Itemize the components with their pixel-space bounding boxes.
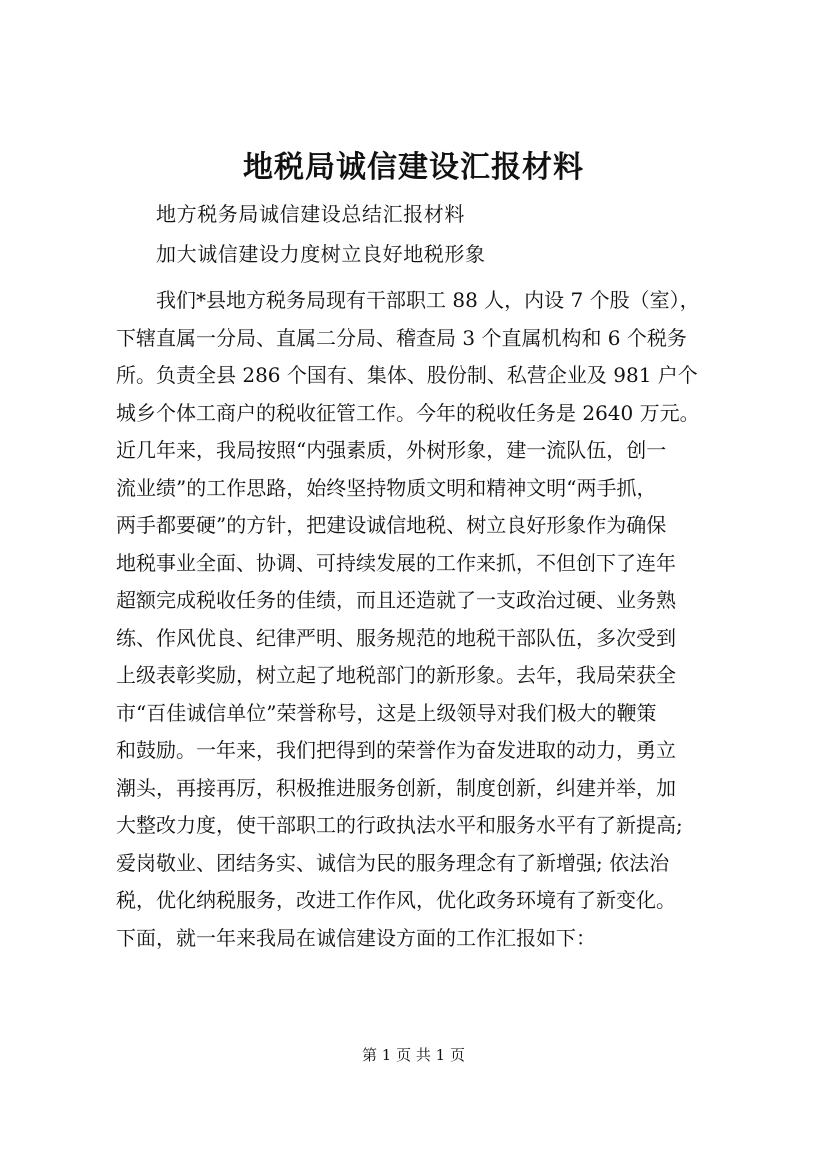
body-line: 两手都要硬”的方针，把建设诚信地税、树立良好形象作为确保 — [116, 513, 667, 537]
body-line: 流业绩”的工作思路，始终坚持物质文明和精神文明“两手抓， — [116, 475, 657, 500]
body-paragraph — [116, 282, 716, 957]
body-line: 城乡个体工商户的税收征管工作。今年的税收任务是 2640 万元。 — [116, 400, 700, 425]
body-line: 我们*县地方税务局现有干部职工 88 人，内设 7 个股（室）， — [156, 288, 700, 312]
body-line: 市“百佳诚信单位”荣誉称号，这是上级领导对我们极大的鞭策 — [116, 700, 657, 725]
document-title: 地税局诚信建设汇报材料 — [243, 150, 584, 185]
body-line: 超额完成税收任务的佳绩，而且还造就了一支政治过硬、业务熟 — [116, 588, 676, 612]
body-line: 下辖直属一分局、直属二分局、稽查局 3 个直属机构和 6 个税务 — [116, 325, 687, 350]
document-subtitle-1: 地方税务局诚信建设总结汇报材料 — [156, 202, 465, 226]
body-line: 上级表彰奖励，树立起了地税部门的新形象。去年，我局荣获全 — [116, 663, 676, 687]
body-line: 下面，就一年来我局在诚信建设方面的工作汇报如下： — [116, 925, 596, 950]
body-line: 所。负责全县 286 个国有、集体、股份制、私营企业及 981 户个 — [116, 363, 698, 387]
body-line: 税，优化纳税服务，改进工作作风，优化政务环境有了新变化。 — [116, 888, 676, 912]
body-line: 地税事业全面、协调、可持续发展的工作来抓，不但创下了连年 — [116, 550, 676, 575]
document-subtitle-2: 加大诚信建设力度树立良好地税形象 — [156, 242, 486, 266]
body-line: 近几年来，我局按照“内强素质，外树形象，建一流队伍，创一 — [116, 438, 667, 462]
body-line: 潮头，再接再厉，积极推进服务创新，制度创新，纠建并举，加 — [116, 775, 676, 800]
body-line: 练、作风优良、纪律严明、服务规范的地税干部队伍，多次受到 — [116, 625, 676, 650]
body-line: 爱岗敬业、团结务实、诚信为民的服务理念有了新增强; 依法治 — [116, 850, 670, 875]
body-line: 大整改力度，使干部职工的行政执法水平和服务水平有了新提高; — [116, 813, 683, 837]
body-line: 和鼓励。一年来，我们把得到的荣誉作为奋发进取的动力，勇立 — [116, 738, 676, 762]
page-number-footer: 第 1 页 共 1 页 — [362, 1046, 465, 1064]
